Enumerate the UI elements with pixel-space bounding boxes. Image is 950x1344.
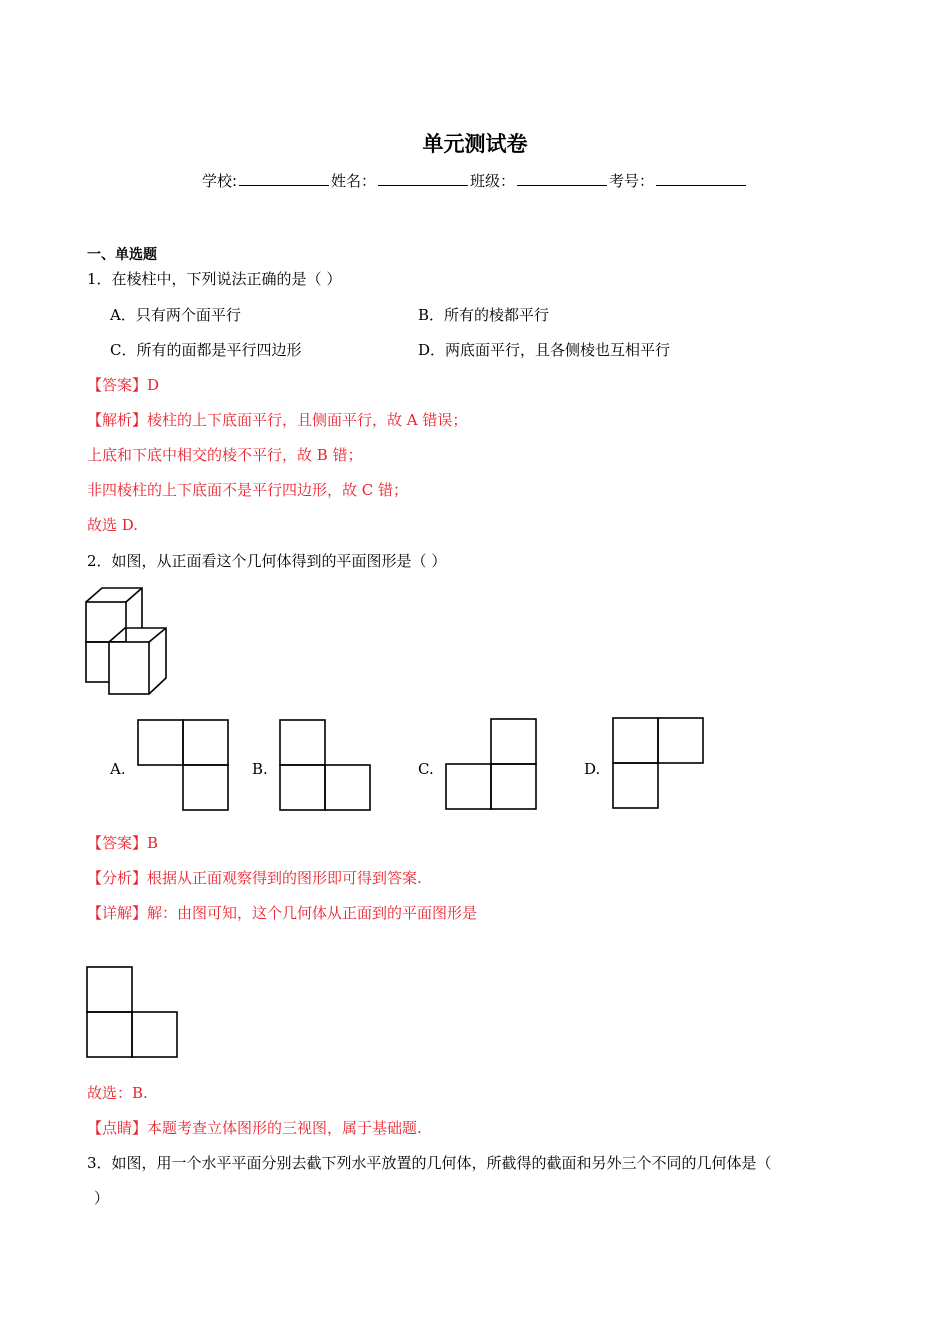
q2-option-c-label[interactable]: C. bbox=[418, 760, 434, 778]
q1-option-d[interactable]: D．两底面平行，且各侧棱也互相平行 bbox=[418, 341, 671, 359]
q2-answer: 【答案】B bbox=[87, 834, 159, 852]
q2-option-a-label[interactable]: A. bbox=[110, 760, 126, 778]
section-title: 一、单选题 bbox=[87, 247, 157, 263]
question-3-stem: 3．如图，用一个水平平面分别去截下列水平放置的几何体，所截得的截面和另外三个不同的几何体是（ bbox=[87, 1154, 772, 1172]
school-blank[interactable] bbox=[239, 171, 329, 186]
cube-solid-figure bbox=[84, 586, 184, 698]
q2-option-a-figure[interactable] bbox=[137, 718, 231, 812]
q2-option-b-label[interactable]: B. bbox=[252, 760, 268, 778]
student-info-line bbox=[0, 170, 950, 191]
q2-comment: 【点睛】本题考查立体图形的三视图，属于基础题. bbox=[87, 1119, 422, 1137]
q1-option-c[interactable]: C．所有的面都是平行四边形 bbox=[110, 341, 302, 359]
q2-detail: 【详解】解：由图可知，这个几何体从正面到的平面图形是 bbox=[87, 904, 478, 922]
q2-option-d-figure[interactable] bbox=[611, 716, 705, 810]
class-label: 班级： bbox=[470, 172, 516, 190]
question-2-stem: 2．如图，从正面看这个几何体得到的平面图形是（ ） bbox=[87, 552, 447, 570]
q2-option-b-figure[interactable] bbox=[278, 718, 372, 812]
q2-choose: 故选：B. bbox=[87, 1084, 148, 1102]
q1-analysis-line: 上底和下底中相交的棱不平行，故 B 错； bbox=[87, 446, 363, 464]
q1-analysis-line: 故选 D. bbox=[87, 516, 139, 534]
page-title: 单元测试卷 bbox=[422, 132, 528, 156]
class-blank[interactable] bbox=[517, 171, 607, 186]
q1-analysis-line: 非四棱柱的上下底面不是平行四边形，故 C 错； bbox=[87, 481, 409, 499]
q2-option-c-figure[interactable] bbox=[444, 717, 538, 811]
q1-analysis-line: 【解析】棱柱的上下底面平行，且侧面平行，故 A 错误； bbox=[87, 411, 468, 429]
q1-answer: 【答案】D bbox=[87, 376, 160, 394]
q1-option-a[interactable]: A．只有两个面平行 bbox=[110, 306, 241, 324]
number-blank[interactable] bbox=[656, 171, 746, 186]
q2-answer-figure bbox=[85, 965, 179, 1059]
question-1-stem: 1．在棱柱中，下列说法正确的是（ ） bbox=[87, 270, 342, 288]
q2-analysis: 【分析】根据从正面观察得到的图形即可得到答案. bbox=[87, 869, 422, 887]
name-label: 姓名： bbox=[331, 172, 377, 190]
q1-option-b[interactable]: B．所有的棱都平行 bbox=[418, 306, 550, 324]
question-3-stem-end: ） bbox=[94, 1189, 110, 1207]
q2-option-d-label[interactable]: D. bbox=[584, 760, 601, 778]
school-label: 学校: bbox=[201, 172, 237, 190]
number-label: 考号： bbox=[609, 172, 655, 190]
name-blank[interactable] bbox=[378, 171, 468, 186]
